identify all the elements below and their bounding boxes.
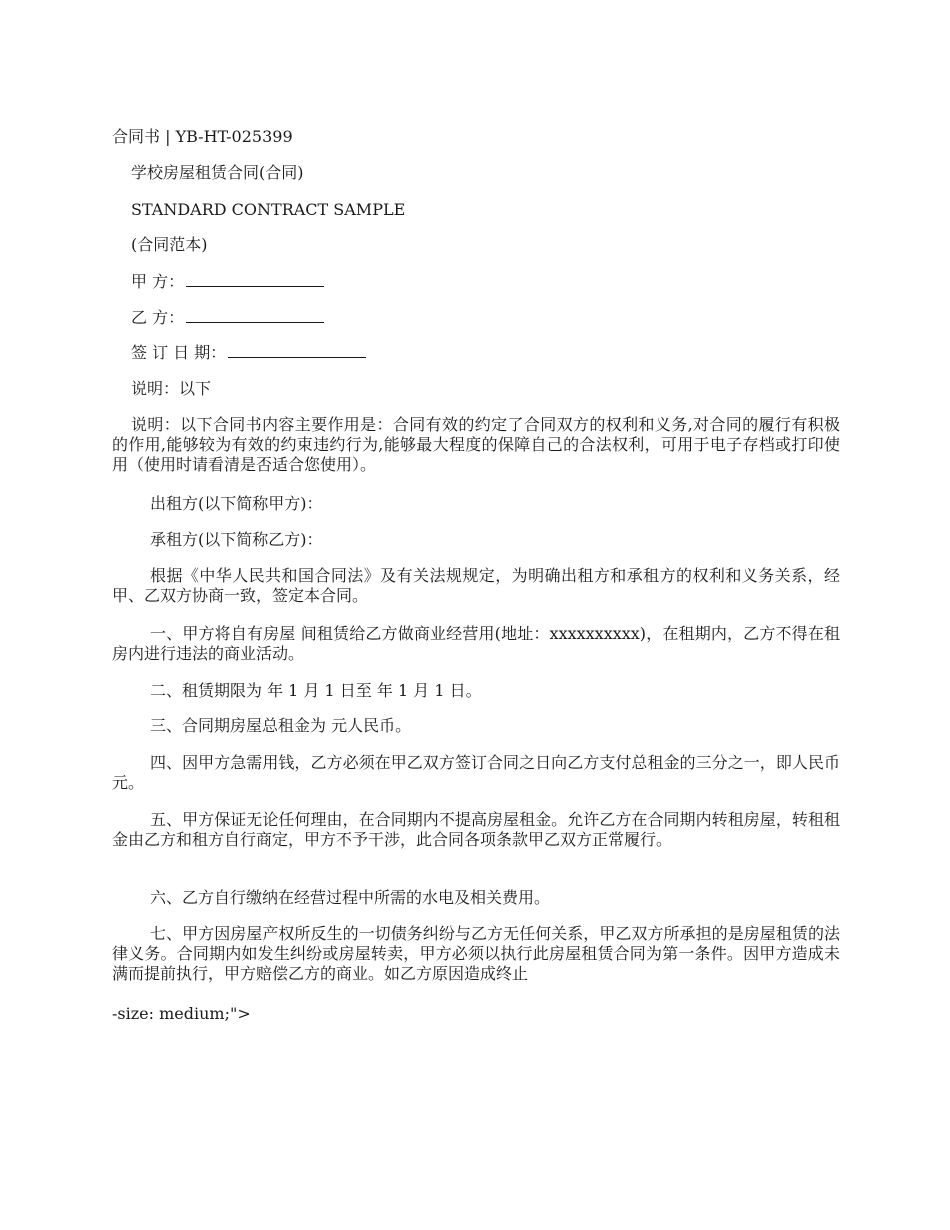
intro-note-paragraph: 说明：以下合同书内容主要作用是：合同有效的约定了合同双方的权利和义务,对合同的履行有积极的作用,能够较为有效的约束违约行为,能够最大程度的保障自己的合法权利，可用于电子存档或打印使用（使用时请看清是否适合您使用）。 — [112, 415, 840, 474]
contract-subtitle-cn: (合同范本) — [131, 235, 208, 254]
party-b-label: 乙 方： — [131, 308, 185, 327]
note-label: 说明：以下 — [131, 379, 212, 398]
sign-date-label: 签 订 日 期： — [131, 343, 227, 362]
sign-date-blank-line — [228, 343, 366, 358]
contract-subtitle-en: STANDARD CONTRACT SAMPLE — [131, 200, 406, 219]
sign-date-field — [131, 343, 366, 363]
clause-6-line: 六、乙方自行缴纳在经营过程中所需的水电及相关费用。 — [150, 888, 551, 907]
lessee-line: 承租方(以下简称乙方)： — [150, 530, 323, 549]
party-a-blank-line — [186, 272, 324, 287]
party-a-label: 甲 方： — [131, 272, 185, 291]
party-a-field — [131, 272, 324, 292]
clause-1-paragraph: 一、甲方将自有房屋 间租赁给乙方做商业经营用(地址：xxxxxxxxxx)，在租期内，乙方不得在租房内进行违法的商业活动。 — [112, 624, 840, 663]
clause-3-line: 三、合同期房屋总租金为 元人民币。 — [150, 716, 412, 735]
lessor-line: 出租方(以下简称甲方)： — [150, 494, 323, 513]
contract-title: 学校房屋租赁合同(合同) — [131, 163, 304, 182]
party-b-blank-line — [186, 308, 324, 323]
stray-markup-text: -size: medium;"> — [112, 1004, 251, 1023]
preamble-paragraph: 根据《中华人民共和国合同法》及有关法规规定，为明确出租方和承租方的权利和义务关系，经甲、乙双方协商一致，签定本合同。 — [112, 566, 840, 605]
clause-4-paragraph: 四、因甲方急需用钱，乙方必须在甲乙双方签订合同之日向乙方支付总租金的三分之一，即人民币 元。 — [112, 753, 840, 792]
party-b-field — [131, 308, 324, 328]
clause-7-paragraph: 七、甲方因房屋产权所反生的一切债务纠纷与乙方无任何关系，甲乙双方所承担的是房屋租赁的法律义务。合同期内如发生纠纷或房屋转卖，甲方必须以执行此房屋租赁合同为第一条件。因甲方造成未满而提前执行，甲方赔偿乙方的商业。如乙方原因造成终止 — [112, 924, 840, 983]
clause-2-line: 二、租赁期限为 年 1 月 1 日至 年 1 月 1 日。 — [150, 681, 482, 700]
clause-5-paragraph: 五、甲方保证无论任何理由，在合同期内不提高房屋租金。允许乙方在合同期内转租房屋，转租租金由乙方和租方自行商定，甲方不予干涉，此合同各项条款甲乙双方正常履行。 — [112, 810, 840, 849]
doc-code-header: 合同书 | YB-HT-025399 — [112, 127, 293, 146]
